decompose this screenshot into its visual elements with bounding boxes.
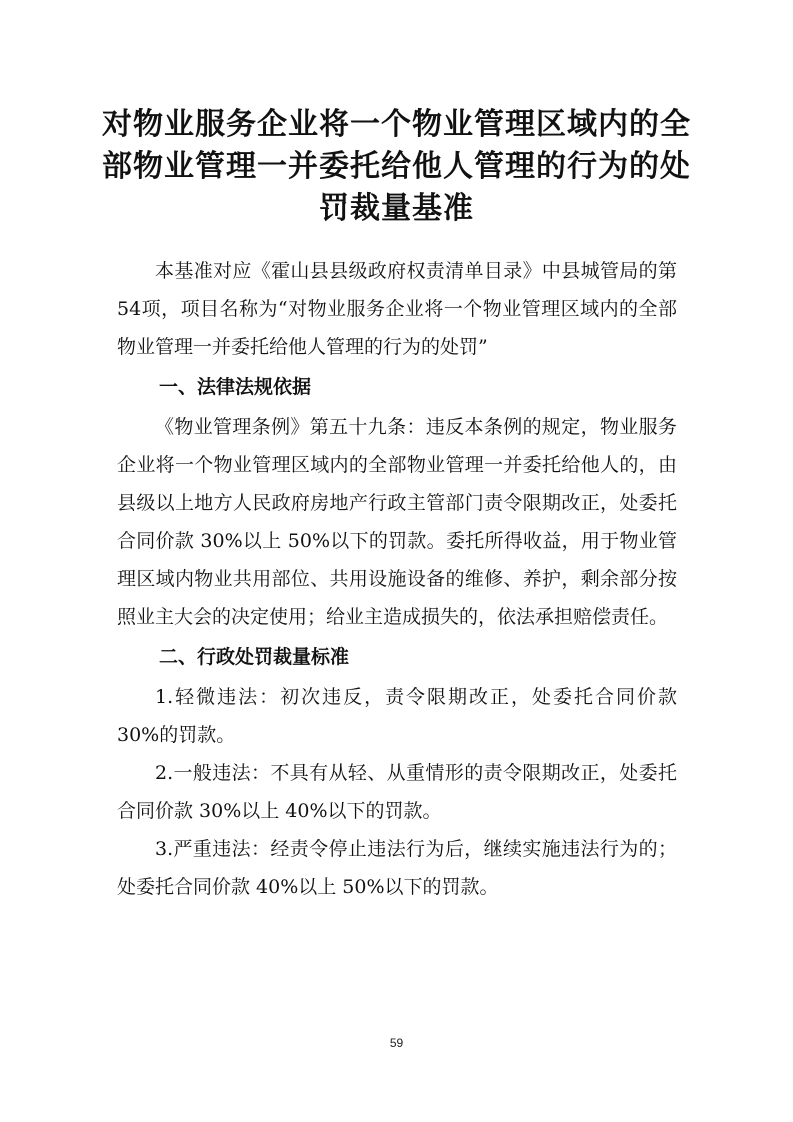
document-title bbox=[60, 104, 733, 230]
document-body bbox=[117, 252, 677, 906]
penalty-item-minor: 1.轻微违法：初次违反，责令限期改正，处委托合同价款 30%的罚款。 bbox=[117, 686, 677, 746]
penalty-item-serious: 3.严重违法：经责令停止违法行为后，继续实施违法行为的；处委托合同价款 40%以上 50%以下的罚款。 bbox=[117, 838, 677, 898]
legal-basis-paragraph: 《物业管理条例》第五十九条：违反本条例的规定，物业服务企业将一个物业管理区域内的全部物业管理一并委托给他人的，由县级以上地方人民政府房地产行政主管部门责令限期改正，处委托合同价款 30%以上 50%以下的罚款。委托所得收益，用于物业管理区域内物业共用部位、共用设施设备的维修、养护，剩余部分按照业主大会的决定使用；给业主造成损失的，依法承担赔偿责任。 bbox=[117, 416, 677, 628]
title-line: 部物业管理一并委托给他人管理的行为的处 bbox=[102, 149, 691, 184]
section-heading-legal-basis: 一、法律法规依据 bbox=[159, 376, 312, 398]
page-number: 59 bbox=[389, 1036, 404, 1050]
intro-paragraph: 本基准对应《霍山县县级政府权责清单目录》中县城管局的第 54项，项目名称为“对物业服务企业将一个物业管理区域内的全部物业管理一并委托给他人管理的行为的处罚” bbox=[117, 260, 677, 358]
penalty-item-general: 2.一般违法：不具有从轻、从重情形的责令限期改正，处委托合同价款 30%以上 40%以下的罚款。 bbox=[117, 762, 677, 822]
title-line: 对物业服务企业将一个物业管理区域内的全 bbox=[102, 107, 691, 142]
section-heading-penalty-standards: 二、行政处罚裁量标准 bbox=[159, 646, 350, 668]
title-line: 罚裁量基准 bbox=[319, 191, 474, 226]
